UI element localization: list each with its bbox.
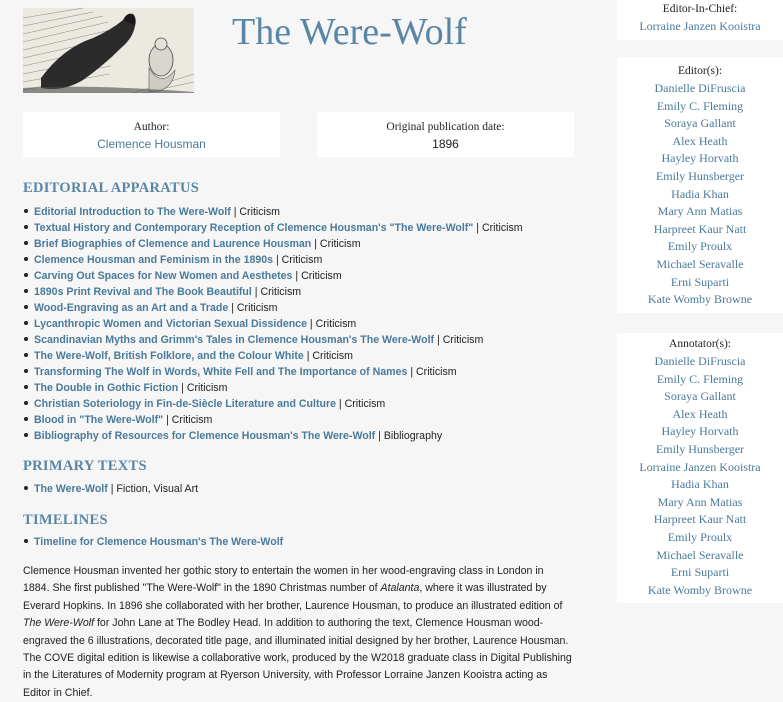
- item-link[interactable]: Scandinavian Myths and Grimm's Tales in Clemence Housman's The Were-Wolf: [34, 334, 435, 346]
- item-link[interactable]: Clemence Housman and Feminism in the 1890s: [34, 254, 274, 266]
- list-item: Transforming The Wolf in Words, White Fell and The Importance of Names | Criticism: [23, 364, 523, 380]
- item-category: Criticism: [281, 254, 323, 266]
- person-link[interactable]: Emily Proulx: [667, 529, 733, 544]
- list-item: Editorial Introduction to The Were-Wolf | Criticism: [23, 204, 523, 220]
- page-title: The Were-Wolf: [232, 11, 467, 53]
- list-item: Wood-Engraving as an Art and a Trade | Criticism: [23, 300, 523, 316]
- person-link[interactable]: Emily Hunsberger: [655, 441, 745, 456]
- item-link[interactable]: Blood in "The Were-Wolf": [34, 414, 164, 426]
- list-item: The Double in Gothic Fiction | Criticism: [23, 380, 523, 396]
- item-category: Fiction, Visual Art: [116, 483, 199, 495]
- description-part-2: , where it was illustrated by Everard Hopkins. In 1896 she collaborated with her brother, Laurence Housman, to produce an illustrated edition of: [23, 582, 563, 612]
- list-item: The Were-Wolf, British Folklore, and the Colour White | Criticism: [23, 348, 523, 364]
- publication-date-label: Original publication date:: [386, 121, 505, 133]
- item-category: Criticism: [442, 334, 484, 346]
- item-link[interactable]: Editorial Introduction to The Were-Wolf: [34, 206, 231, 218]
- person-link[interactable]: Kate Womby Browne: [647, 292, 753, 307]
- annotators-names: [617, 353, 783, 599]
- editorial-apparatus-list: [23, 204, 523, 444]
- editor-in-chief-box: [617, 0, 783, 40]
- item-category: Criticism: [481, 222, 523, 234]
- list-item: [23, 534, 283, 550]
- item-link[interactable]: Timeline for Clemence Housman's The Were-Wolf: [34, 536, 284, 548]
- person-link[interactable]: Lorraine Janzen Kooistra: [639, 19, 761, 33]
- edition-description: [23, 563, 573, 702]
- person-link[interactable]: Lorraine Janzen Kooistra: [639, 459, 761, 474]
- editor-in-chief-names: [617, 18, 783, 36]
- description-part-3: for John Lane at The Bodley Head. In addition to authoring the text, Clemence Housman wood-engraved the 6 illustrations, decorated title page, and illuminated initial designed by her brother, Laurence Housman. The COVE digital edition is likewise a collaborative work, produced by the W2018 graduate class in Digital Publishing in the Literatures of Modernity program at Ryerson University, with Professor Lorraine Janzen Kooistra acting as Editor in Chief.: [23, 617, 572, 699]
- person-link[interactable]: Michael Seravalle: [656, 547, 744, 562]
- person-link[interactable]: Mary Ann Matias: [657, 204, 743, 219]
- person-link[interactable]: Alex Heath: [672, 133, 728, 148]
- item-category: Criticism: [239, 206, 281, 218]
- description-book-title: The Were-Wolf: [23, 617, 95, 630]
- person-link[interactable]: Soraya Gallant: [664, 116, 736, 131]
- item-category: Criticism: [344, 398, 386, 410]
- person-link[interactable]: Soraya Gallant: [664, 389, 736, 404]
- person-link[interactable]: Harpreet Kaur Natt: [653, 221, 747, 236]
- item-category: Criticism: [301, 270, 342, 282]
- author-label: Author:: [133, 121, 170, 133]
- description-part-1: Clemence Housman invented her gothic story to entertain the women in her wood-engraving class in London in 1884. She first published "The Were-Wolf" in the 1890 Christmas number of: [23, 565, 544, 595]
- editors-names: [617, 80, 783, 309]
- editors-box: [617, 57, 783, 313]
- list-item: Brief Biographies of Clemence and Laurence Housman | Criticism: [23, 236, 523, 252]
- person-link[interactable]: Alex Heath: [672, 406, 728, 421]
- list-item: Scandinavian Myths and Grimm's Tales in Clemence Housman's The Were-Wolf | Criticism: [23, 332, 523, 348]
- author-info-box: [23, 112, 280, 157]
- editor-in-chief-label: Editor-In-Chief:: [662, 3, 738, 15]
- list-item: Carving Out Spaces for New Women and Aesthetes | Criticism: [23, 268, 523, 284]
- item-link[interactable]: Wood-Engraving as an Art and a Trade: [34, 302, 229, 314]
- item-link[interactable]: The Were-Wolf, British Folklore, and the Colour White: [34, 350, 304, 362]
- annotators-box: [617, 333, 783, 603]
- person-link[interactable]: Hayley Horvath: [661, 424, 739, 439]
- person-link[interactable]: Erni Suparti: [670, 565, 730, 580]
- publication-date-box: [317, 112, 574, 157]
- description-periodical-title: Atalanta: [380, 582, 420, 595]
- item-link[interactable]: The Were-Wolf: [34, 483, 108, 495]
- item-link[interactable]: Carving Out Spaces for New Women and Aesthetes: [34, 270, 293, 282]
- person-link[interactable]: Michael Seravalle: [656, 256, 744, 271]
- person-link[interactable]: Emily Proulx: [667, 239, 733, 254]
- author-link[interactable]: Clemence Housman: [97, 137, 206, 151]
- item-category: Bibliography: [383, 430, 443, 442]
- person-link[interactable]: Erni Suparti: [670, 274, 730, 289]
- item-link[interactable]: Textual History and Contemporary Reception of Clemence Housman's "The Were-Wolf": [34, 222, 474, 234]
- item-category: Criticism: [186, 382, 228, 394]
- list-item: 1890s Print Revival and The Book Beautiful | Criticism: [23, 284, 523, 300]
- list-item: The Were-Wolf | Fiction, Visual Art: [23, 481, 198, 497]
- item-link[interactable]: Transforming The Wolf in Words, White Fell and The Importance of Names: [34, 366, 408, 378]
- person-link[interactable]: Kate Womby Browne: [647, 582, 753, 597]
- item-category: Criticism: [315, 318, 357, 330]
- header-engraving-image: [23, 8, 194, 93]
- item-category: Criticism: [236, 302, 278, 314]
- item-category: Criticism: [260, 286, 302, 298]
- person-link[interactable]: Danielle DiFruscia: [654, 81, 746, 95]
- item-link[interactable]: Brief Biographies of Clemence and Laurence Housman: [34, 238, 312, 250]
- item-category: Criticism: [416, 366, 457, 378]
- list-item: Bibliography of Resources for Clemence Housman's The Were-Wolf | Bibliography: [23, 428, 523, 444]
- item-link[interactable]: Christian Soteriology in Fin-de-Siècle Literature and Culture: [34, 398, 336, 410]
- editorial-apparatus-heading: EDITORIAL APPARATUS: [23, 180, 200, 196]
- list-item: Blood in "The Were-Wolf" | Criticism: [23, 412, 523, 428]
- item-link[interactable]: The Double in Gothic Fiction: [34, 382, 179, 394]
- item-link[interactable]: Lycanthropic Women and Victorian Sexual Dissidence: [34, 318, 307, 330]
- item-link[interactable]: 1890s Print Revival and The Book Beautiful: [34, 286, 252, 298]
- person-link[interactable]: Hadia Khan: [671, 477, 729, 492]
- timelines-heading: TIMELINES: [23, 512, 108, 528]
- primary-texts-heading: PRIMARY TEXTS: [23, 458, 147, 474]
- primary-texts-list: [23, 481, 198, 497]
- person-link[interactable]: Danielle DiFruscia: [654, 354, 746, 368]
- person-link[interactable]: Hayley Horvath: [661, 151, 739, 166]
- person-link[interactable]: Emily C. Fleming: [656, 98, 744, 113]
- annotators-label: Annotator(s):: [669, 338, 731, 350]
- person-link[interactable]: Emily Hunsberger: [655, 168, 745, 183]
- list-item: Clemence Housman and Feminism in the 1890s | Criticism: [23, 252, 523, 268]
- timelines-list: [23, 534, 283, 550]
- person-link[interactable]: Harpreet Kaur Natt: [653, 512, 747, 527]
- list-item: Christian Soteriology in Fin-de-Siècle Literature and Culture | Criticism: [23, 396, 523, 412]
- item-category: Criticism: [319, 238, 361, 250]
- person-link[interactable]: Hadia Khan: [671, 186, 729, 201]
- editors-label: Editor(s):: [677, 65, 723, 77]
- item-category: Criticism: [312, 350, 354, 362]
- list-item: Lycanthropic Women and Victorian Sexual Dissidence | Criticism: [23, 316, 523, 332]
- person-link[interactable]: Emily C. Fleming: [656, 371, 744, 386]
- list-item: Textual History and Contemporary Reception of Clemence Housman's "The Were-Wolf" | Criticism: [23, 220, 523, 236]
- item-category: Criticism: [171, 414, 213, 426]
- wood-engraving-illustration: [23, 8, 194, 93]
- item-link[interactable]: Bibliography of Resources for Clemence Housman's The Were-Wolf: [34, 430, 376, 442]
- publication-date-value: 1896: [432, 137, 459, 151]
- person-link[interactable]: Mary Ann Matias: [657, 494, 743, 509]
